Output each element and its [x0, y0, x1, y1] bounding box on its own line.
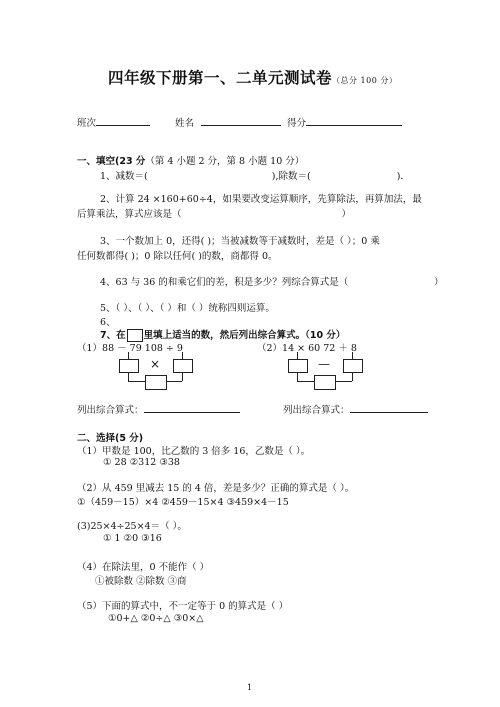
formula-b-field[interactable] [350, 402, 428, 413]
score-block [287, 115, 402, 129]
q2-4-options: ①被除数 ②除数 ③商 [95, 576, 187, 587]
score-label: 得分 [287, 118, 307, 129]
q2-2: （2）从 459 里减去 15 的 4 倍，差是多少？正确的算式是（ ）。 [77, 483, 355, 494]
formula-a-field[interactable] [144, 402, 240, 413]
q1-5: 5、（ ）、（ ）、（ ）和（ ）统称四则运算。 [100, 303, 275, 314]
expr-b: （2）14 × 60 72 ＋ 8 [257, 343, 357, 354]
page-title [108, 66, 397, 88]
answer-box[interactable] [119, 359, 139, 373]
operator-a: × [150, 357, 161, 371]
name-block [175, 115, 281, 129]
answer-box[interactable] [173, 359, 193, 373]
q2-5-options: ①0+△ ②0÷△ ③0×△ [108, 613, 204, 624]
q1-7: 7、在 里填上适当的数，然后列出综合算式。（10 分） [100, 330, 346, 341]
q2-2-options: ①（459－15）×4 ②459－15×4 ③459×4－15 [77, 497, 289, 508]
name-field[interactable] [201, 115, 281, 126]
q2-5: （5）下面的算式中，不一定等于 0 的算式是（ ） [77, 601, 289, 612]
answer-box[interactable] [288, 359, 308, 373]
formula-a: 列出综合算式： [77, 402, 240, 416]
q1-2-line1: 2、计算 24 ×160+60÷4，如果要改变运算顺序，先算除法，再算加法，最 [100, 194, 422, 205]
q2-3: (3)25×4÷25×4＝（ ）。 [77, 521, 187, 532]
q1-3-line1: 3、一个数加上 0，还得( )；当被减数等于减数时，差是（ ）；0 乘 [100, 236, 380, 247]
q2-4: （4）在除法里，0 不能作（ ） [77, 562, 210, 573]
expr-a: （1）88 － 79 108 ÷ 9 [77, 343, 183, 354]
section2-heading: 二、选择(5 分) [77, 433, 144, 444]
class-label: 班次 [77, 118, 97, 129]
answer-box[interactable] [145, 375, 167, 390]
title-subtitle: （总分 100 分） [332, 76, 398, 85]
operator-b: — [318, 357, 330, 371]
q2-1-options: ① 28 ②312 ③38 [103, 457, 180, 468]
info-row [77, 115, 150, 129]
score-field[interactable] [306, 115, 402, 126]
q1-2-line2: 后算乘法，算式应该是（ ） [77, 209, 352, 220]
answer-box[interactable] [314, 375, 336, 390]
q2-1: （1）甲数是 100，比乙数的 3 倍多 16，乙数是（ ）。 [77, 446, 311, 457]
title-text: 四年级下册第一、二单元测试卷 [108, 69, 333, 87]
q2-3-options: ① 1 ②0 ③16 [103, 533, 162, 544]
section1-heading: 一、填空(23 分（第 4 小题 2 分，第 8 小题 10 分） [77, 156, 305, 167]
formula-b: 列出综合算式： [283, 402, 428, 416]
class-field[interactable] [96, 115, 150, 126]
q1-6: 6、 [100, 317, 116, 328]
q1-4-end: ） [434, 277, 444, 288]
page-number: 1 [247, 683, 253, 692]
q1-3-line2: 任何数都得( )；0 除以任何( )的数，商都得 0。 [77, 251, 278, 262]
answer-box[interactable] [343, 359, 363, 373]
q1-1: 1、减数＝( ),除数＝( )． [100, 171, 410, 182]
q1-4: 4、63 与 36 的和乘它们的差，积是多少？列综合算式是（ [100, 277, 349, 288]
name-label: 姓名 [175, 118, 195, 129]
